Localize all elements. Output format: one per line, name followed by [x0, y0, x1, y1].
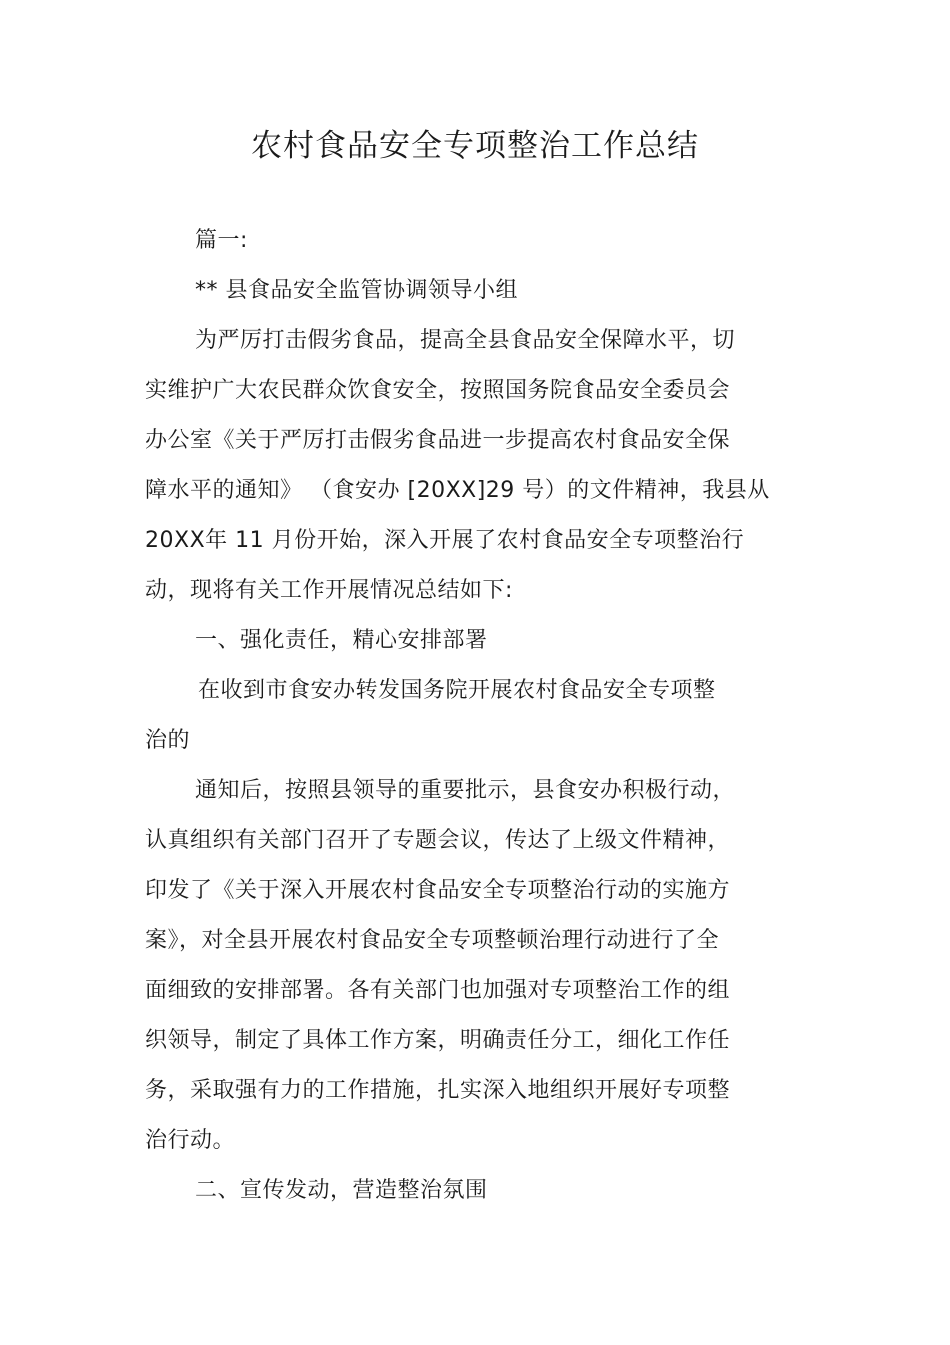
paragraph-line: 面细致的安排部署。各有关部门也加强对专项整治工作的组	[145, 978, 731, 1003]
paragraph-line: 治行动。	[145, 1128, 236, 1153]
paragraph-line: 动，现将有关工作开展情况总结如下:	[145, 578, 513, 603]
paragraph-line: 印发了《关于深入开展农村食品安全专项整治行动的实施方	[145, 878, 731, 903]
paragraph-line: 在收到市食安办转发国务院开展农村食品安全专项整	[198, 678, 716, 703]
paragraph-line: 务，采取强有力的工作措施，扎实深入地组织开展好专项整	[145, 1078, 731, 1103]
section-heading: 二、宣传发动，营造整治氛围	[195, 1178, 488, 1203]
paragraph-line: 20XX年 11 月份开始，深入开展了农村食品安全专项整治行	[145, 528, 745, 553]
paragraph-line: 实维护广大农民群众饮食安全，按照国务院食品安全委员会	[145, 378, 731, 403]
paragraph-line: 办公室《关于严厉打击假劣食品进一步提高农村食品安全保	[145, 428, 731, 453]
paragraph-line: 案》，对全县开展农村食品安全专项整顿治理行动进行了全	[145, 928, 720, 953]
paragraph-line: 通知后，按照县领导的重要批示，县食安办积极行动，	[195, 778, 736, 803]
section-label: 篇一:	[195, 228, 248, 253]
paragraph-line: 织领导，制定了具体工作方案，明确责任分工，细化工作任	[145, 1028, 731, 1053]
paragraph-line: 治的	[145, 728, 191, 753]
issuer-line: ** 县食品安全监管协调领导小组	[195, 278, 518, 303]
paragraph-line: 为严厉打击假劣食品，提高全县食品安全保障水平，切	[195, 328, 736, 353]
paragraph-line: 认真组织有关部门召开了专题会议，传达了上级文件精神，	[145, 828, 731, 853]
document-title: 农村食品安全专项整治工作总结	[251, 128, 699, 164]
section-heading: 一、强化责任，精心安排部署	[195, 628, 488, 653]
paragraph-line: 障水平的通知》 （食安办 [20XX]29 号）的文件精神，我县从	[145, 478, 770, 503]
